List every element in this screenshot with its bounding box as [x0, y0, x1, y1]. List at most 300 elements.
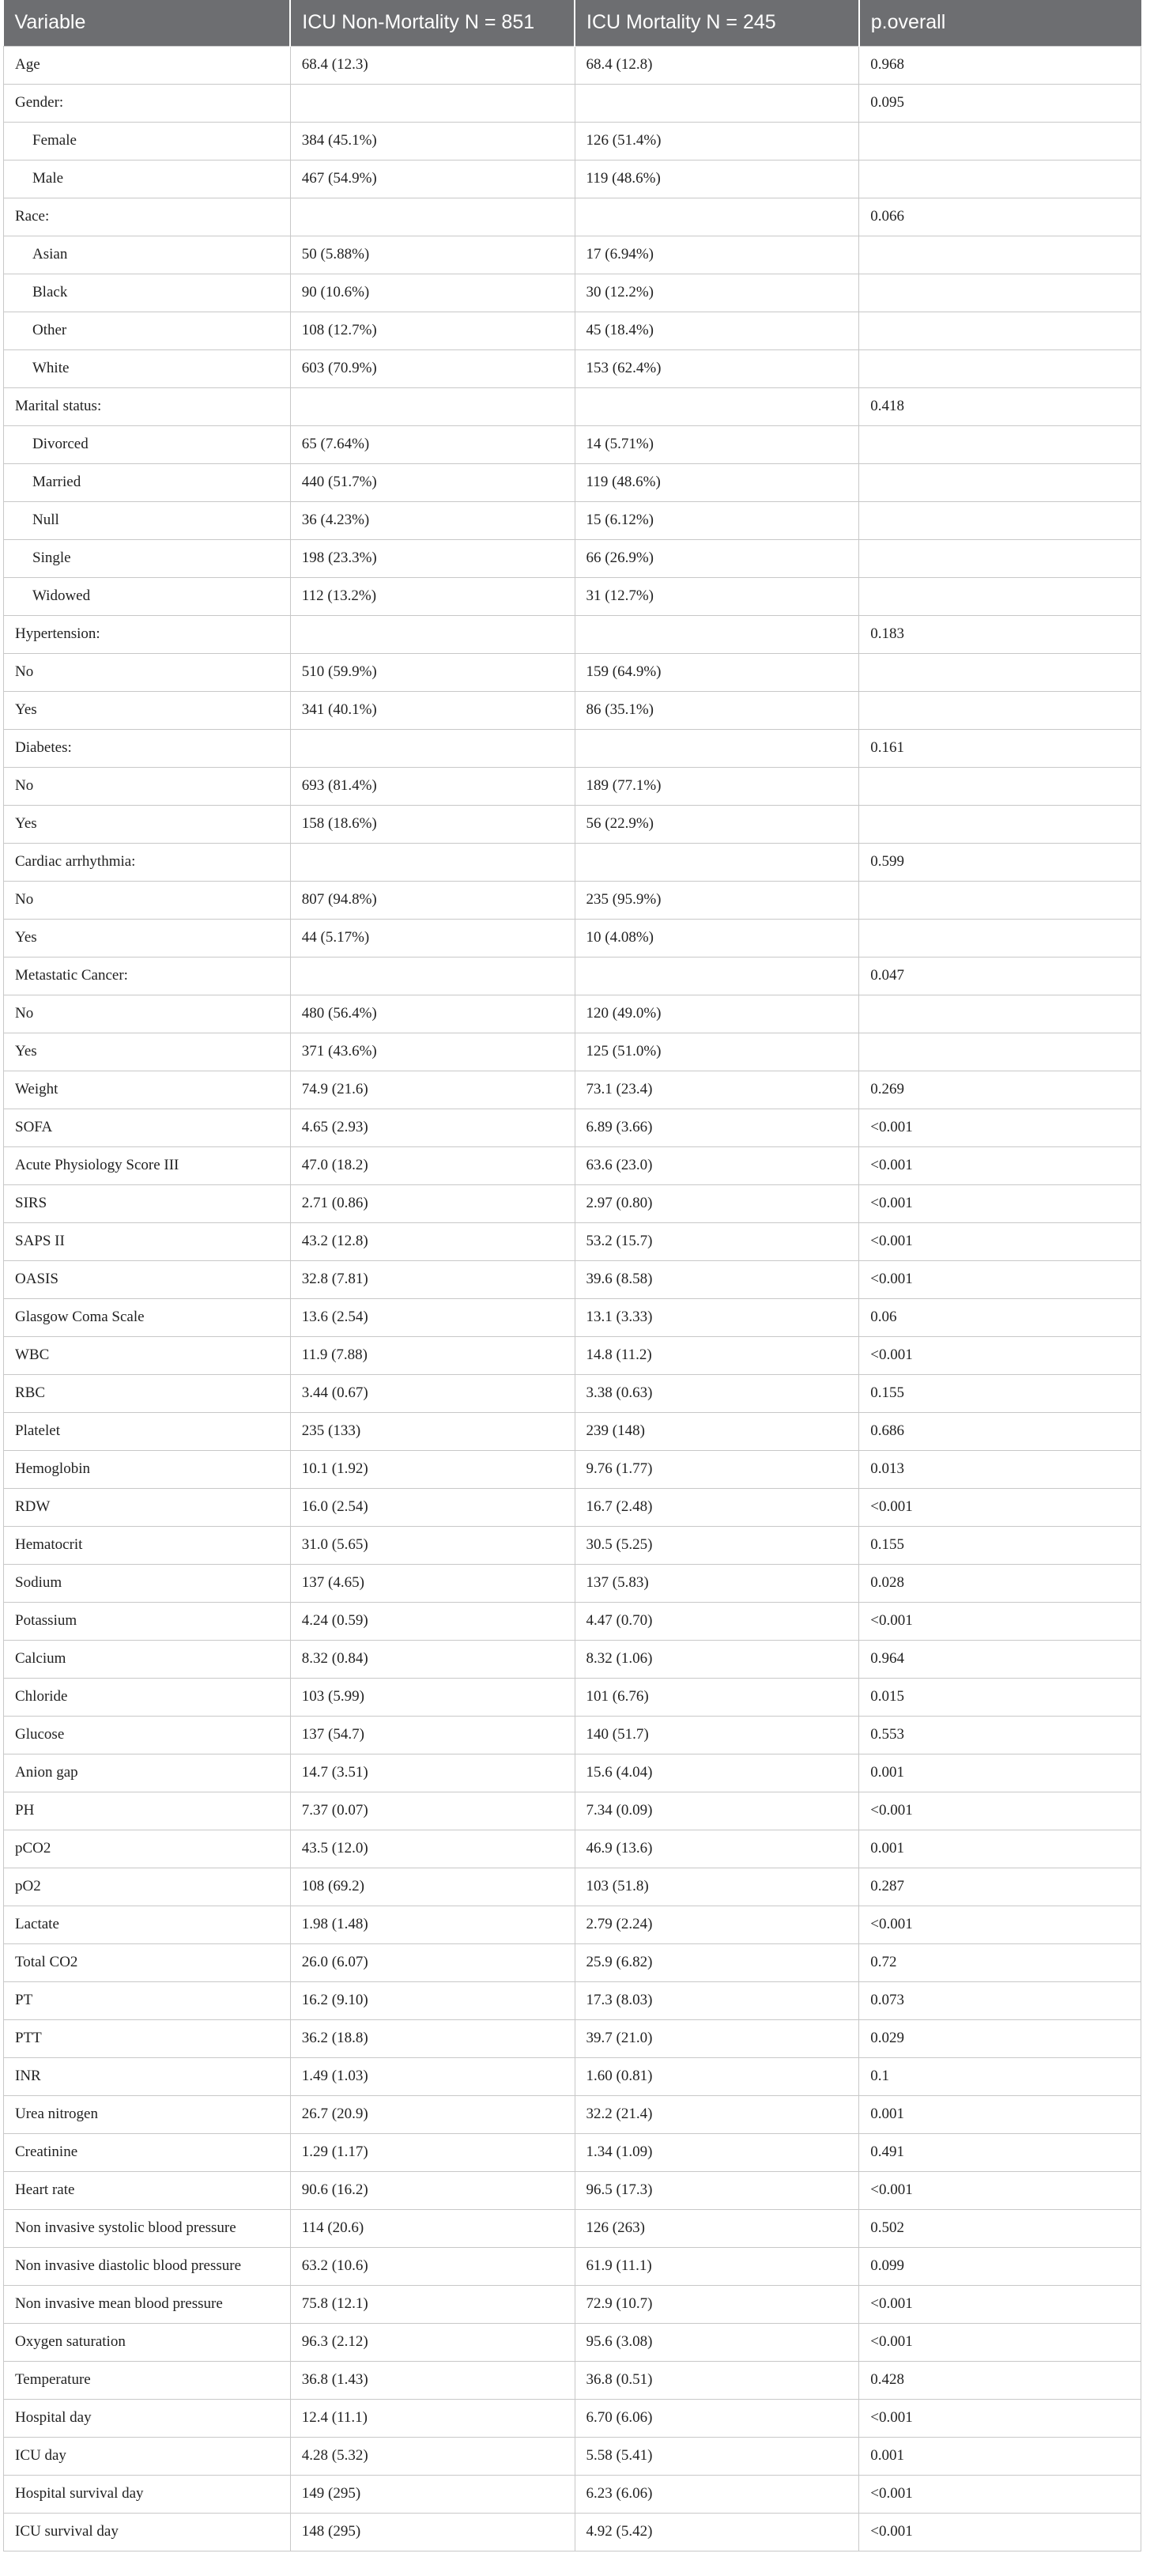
cell-icu-non-mortality: 1.29 (1.17): [290, 2133, 575, 2171]
cell-variable: No: [4, 767, 291, 805]
cell-icu-non-mortality: 4.28 (5.32): [290, 2437, 575, 2475]
cell-p-overall: 0.418: [859, 387, 1141, 425]
cell-p-overall: 0.047: [859, 957, 1141, 995]
cell-icu-non-mortality: 198 (23.3%): [290, 539, 575, 577]
cell-p-overall: 0.968: [859, 46, 1141, 84]
header-icu-mortality: ICU Mortality N = 245: [575, 0, 859, 46]
table-row: [4, 1146, 1141, 1184]
cell-variable: Null: [4, 501, 291, 539]
cell-variable: ICU day: [4, 2437, 291, 2475]
cell-p-overall: <0.001: [859, 2323, 1141, 2361]
table-row: [4, 881, 1141, 919]
cell-icu-non-mortality: 14.7 (3.51): [290, 1754, 575, 1792]
cell-icu-mortality: 39.6 (8.58): [575, 1260, 859, 1298]
table-row: [4, 1488, 1141, 1526]
table-row: [4, 1716, 1141, 1754]
table-row: [4, 1906, 1141, 1943]
cell-icu-mortality: 3.38 (0.63): [575, 1374, 859, 1412]
cell-p-overall: 0.013: [859, 1450, 1141, 1488]
cell-variable: Yes: [4, 805, 291, 843]
table-row: [4, 1868, 1141, 1906]
table-row: [4, 1336, 1141, 1374]
cell-variable: Male: [4, 160, 291, 198]
cell-variable: Hematocrit: [4, 1526, 291, 1564]
cell-variable: OASIS: [4, 1260, 291, 1298]
cell-p-overall: 0.001: [859, 2095, 1141, 2133]
cell-icu-non-mortality: 31.0 (5.65): [290, 1526, 575, 1564]
cell-p-overall: 0.095: [859, 84, 1141, 122]
cell-icu-non-mortality: 1.49 (1.03): [290, 2057, 575, 2095]
table-row: [4, 1830, 1141, 1868]
cell-p-overall: [859, 349, 1141, 387]
cell-variable: Total CO2: [4, 1943, 291, 1981]
cell-p-overall: 0.06: [859, 1298, 1141, 1336]
cell-icu-mortality: [575, 957, 859, 995]
cell-p-overall: 0.001: [859, 2437, 1141, 2475]
cell-p-overall: [859, 501, 1141, 539]
cell-icu-mortality: 10 (4.08%): [575, 919, 859, 957]
table-row: [4, 2209, 1141, 2247]
cell-p-overall: <0.001: [859, 1792, 1141, 1830]
cell-variable: SAPS II: [4, 1222, 291, 1260]
cell-p-overall: [859, 1033, 1141, 1071]
cell-icu-mortality: 36.8 (0.51): [575, 2361, 859, 2399]
cell-variable: Potassium: [4, 1602, 291, 1640]
cell-p-overall: 0.161: [859, 729, 1141, 767]
cell-icu-non-mortality: 90 (10.6%): [290, 274, 575, 312]
cell-p-overall: 0.269: [859, 1071, 1141, 1109]
cell-icu-mortality: 14.8 (11.2): [575, 1336, 859, 1374]
cell-icu-non-mortality: 149 (295): [290, 2475, 575, 2513]
cell-variable: Calcium: [4, 1640, 291, 1678]
cell-p-overall: <0.001: [859, 2171, 1141, 2209]
cell-icu-non-mortality: 75.8 (12.1): [290, 2285, 575, 2323]
cell-icu-non-mortality: 47.0 (18.2): [290, 1146, 575, 1184]
cell-icu-mortality: 16.7 (2.48): [575, 1488, 859, 1526]
table-row: [4, 2323, 1141, 2361]
cell-p-overall: [859, 160, 1141, 198]
cell-icu-non-mortality: 2.71 (0.86): [290, 1184, 575, 1222]
table-row: [4, 425, 1141, 463]
cell-icu-mortality: 119 (48.6%): [575, 463, 859, 501]
cell-p-overall: 0.001: [859, 1830, 1141, 1868]
table-row: [4, 387, 1141, 425]
cell-variable: PH: [4, 1792, 291, 1830]
cell-variable: Hypertension:: [4, 615, 291, 653]
cell-icu-mortality: 120 (49.0%): [575, 995, 859, 1033]
cell-icu-non-mortality: 371 (43.6%): [290, 1033, 575, 1071]
cell-icu-mortality: [575, 387, 859, 425]
cell-p-overall: [859, 805, 1141, 843]
cell-variable: Yes: [4, 1033, 291, 1071]
cell-variable: Non invasive systolic blood pressure: [4, 2209, 291, 2247]
cell-icu-mortality: [575, 843, 859, 881]
cell-icu-non-mortality: [290, 729, 575, 767]
cell-icu-non-mortality: 36.8 (1.43): [290, 2361, 575, 2399]
table-row: [4, 1033, 1141, 1071]
table-row: [4, 236, 1141, 274]
cell-icu-non-mortality: 50 (5.88%): [290, 236, 575, 274]
cell-p-overall: <0.001: [859, 1602, 1141, 1640]
cell-variable: White: [4, 349, 291, 387]
cell-icu-non-mortality: 510 (59.9%): [290, 653, 575, 691]
cell-variable: Glasgow Coma Scale: [4, 1298, 291, 1336]
cell-icu-non-mortality: 43.5 (12.0): [290, 1830, 575, 1868]
cell-icu-mortality: 6.70 (6.06): [575, 2399, 859, 2437]
cell-icu-non-mortality: 137 (54.7): [290, 1716, 575, 1754]
cell-variable: Yes: [4, 919, 291, 957]
cell-icu-mortality: 32.2 (21.4): [575, 2095, 859, 2133]
cell-icu-non-mortality: 103 (5.99): [290, 1678, 575, 1716]
cell-p-overall: 0.553: [859, 1716, 1141, 1754]
cell-p-overall: <0.001: [859, 1906, 1141, 1943]
cell-p-overall: <0.001: [859, 1184, 1141, 1222]
cell-p-overall: 0.028: [859, 1564, 1141, 1602]
cell-icu-non-mortality: 4.65 (2.93): [290, 1109, 575, 1146]
cell-variable: RDW: [4, 1488, 291, 1526]
cell-icu-mortality: 15.6 (4.04): [575, 1754, 859, 1792]
cell-icu-non-mortality: 603 (70.9%): [290, 349, 575, 387]
cell-icu-non-mortality: 68.4 (12.3): [290, 46, 575, 84]
cell-p-overall: [859, 122, 1141, 160]
cell-icu-non-mortality: 480 (56.4%): [290, 995, 575, 1033]
cell-p-overall: 0.491: [859, 2133, 1141, 2171]
cell-icu-mortality: 126 (263): [575, 2209, 859, 2247]
table-row: [4, 1754, 1141, 1792]
table-row: [4, 2399, 1141, 2437]
cell-icu-mortality: 68.4 (12.8): [575, 46, 859, 84]
cell-variable: pCO2: [4, 1830, 291, 1868]
cell-icu-mortality: 6.89 (3.66): [575, 1109, 859, 1146]
table-row: [4, 1792, 1141, 1830]
table-row: [4, 1184, 1141, 1222]
cell-icu-non-mortality: [290, 843, 575, 881]
cell-icu-mortality: 31 (12.7%): [575, 577, 859, 615]
table-row: [4, 1260, 1141, 1298]
table-row: [4, 1298, 1141, 1336]
cell-icu-non-mortality: 65 (7.64%): [290, 425, 575, 463]
cell-icu-non-mortality: 693 (81.4%): [290, 767, 575, 805]
cell-icu-non-mortality: 235 (133): [290, 1412, 575, 1450]
cell-variable: SIRS: [4, 1184, 291, 1222]
cell-icu-mortality: 56 (22.9%): [575, 805, 859, 843]
cell-icu-mortality: [575, 615, 859, 653]
cell-icu-non-mortality: [290, 84, 575, 122]
cell-icu-mortality: 103 (51.8): [575, 1868, 859, 1906]
cell-icu-non-mortality: [290, 615, 575, 653]
cell-icu-non-mortality: 7.37 (0.07): [290, 1792, 575, 1830]
cell-p-overall: [859, 881, 1141, 919]
cell-icu-non-mortality: 4.24 (0.59): [290, 1602, 575, 1640]
table-row: [4, 1222, 1141, 1260]
cell-icu-mortality: 119 (48.6%): [575, 160, 859, 198]
table-row: [4, 274, 1141, 312]
cell-variable: Non invasive diastolic blood pressure: [4, 2247, 291, 2285]
cell-p-overall: [859, 691, 1141, 729]
cell-icu-mortality: 189 (77.1%): [575, 767, 859, 805]
table-row: [4, 1640, 1141, 1678]
cell-icu-non-mortality: 16.2 (9.10): [290, 1981, 575, 2019]
cell-icu-mortality: 46.9 (13.6): [575, 1830, 859, 1868]
cell-p-overall: 0.964: [859, 1640, 1141, 1678]
cell-p-overall: [859, 539, 1141, 577]
cell-icu-mortality: 4.47 (0.70): [575, 1602, 859, 1640]
cell-icu-mortality: 4.92 (5.42): [575, 2513, 859, 2551]
cell-icu-mortality: 8.32 (1.06): [575, 1640, 859, 1678]
cell-p-overall: [859, 577, 1141, 615]
cell-variable: Widowed: [4, 577, 291, 615]
table-row: [4, 1374, 1141, 1412]
cell-icu-non-mortality: 148 (295): [290, 2513, 575, 2551]
cell-p-overall: [859, 236, 1141, 274]
cell-icu-mortality: 14 (5.71%): [575, 425, 859, 463]
cell-icu-non-mortality: [290, 957, 575, 995]
cell-variable: Creatinine: [4, 2133, 291, 2171]
cell-icu-mortality: 125 (51.0%): [575, 1033, 859, 1071]
table-row: [4, 312, 1141, 349]
cell-p-overall: [859, 274, 1141, 312]
cell-variable: WBC: [4, 1336, 291, 1374]
cell-variable: Cardiac arrhythmia:: [4, 843, 291, 881]
cell-p-overall: <0.001: [859, 2475, 1141, 2513]
cell-icu-non-mortality: 74.9 (21.6): [290, 1071, 575, 1109]
table-row: [4, 995, 1141, 1033]
cell-icu-mortality: 73.1 (23.4): [575, 1071, 859, 1109]
cell-variable: Metastatic Cancer:: [4, 957, 291, 995]
cell-p-overall: 0.015: [859, 1678, 1141, 1716]
table-header: [4, 0, 1141, 46]
cell-variable: Female: [4, 122, 291, 160]
cell-icu-non-mortality: 26.0 (6.07): [290, 1943, 575, 1981]
cell-icu-mortality: 15 (6.12%): [575, 501, 859, 539]
table-row: [4, 2133, 1141, 2171]
cell-icu-mortality: 61.9 (11.1): [575, 2247, 859, 2285]
table-row: [4, 1602, 1141, 1640]
cell-icu-non-mortality: 26.7 (20.9): [290, 2095, 575, 2133]
cell-p-overall: <0.001: [859, 1260, 1141, 1298]
cell-icu-mortality: 96.5 (17.3): [575, 2171, 859, 2209]
cell-variable: INR: [4, 2057, 291, 2095]
cell-variable: Weight: [4, 1071, 291, 1109]
cell-p-overall: <0.001: [859, 1222, 1141, 1260]
table-row: [4, 1678, 1141, 1716]
cell-variable: Sodium: [4, 1564, 291, 1602]
cell-variable: Acute Physiology Score III: [4, 1146, 291, 1184]
table-row: [4, 2437, 1141, 2475]
cell-p-overall: <0.001: [859, 1336, 1141, 1374]
cell-variable: Platelet: [4, 1412, 291, 1450]
cell-p-overall: 0.029: [859, 2019, 1141, 2057]
cell-variable: PT: [4, 1981, 291, 2019]
cell-p-overall: [859, 463, 1141, 501]
header-p-overall: p.overall: [859, 0, 1141, 46]
cell-icu-non-mortality: 137 (4.65): [290, 1564, 575, 1602]
table-row: [4, 729, 1141, 767]
cell-icu-mortality: 1.34 (1.09): [575, 2133, 859, 2171]
cell-icu-mortality: 30.5 (5.25): [575, 1526, 859, 1564]
cell-variable: Race:: [4, 198, 291, 236]
cell-icu-mortality: 45 (18.4%): [575, 312, 859, 349]
cell-variable: Marital status:: [4, 387, 291, 425]
cell-icu-mortality: [575, 84, 859, 122]
table-row: [4, 957, 1141, 995]
cell-variable: Divorced: [4, 425, 291, 463]
table-row: [4, 2475, 1141, 2513]
cell-icu-non-mortality: 63.2 (10.6): [290, 2247, 575, 2285]
table-row: [4, 2247, 1141, 2285]
cell-icu-mortality: 2.79 (2.24): [575, 1906, 859, 1943]
cell-icu-mortality: 95.6 (3.08): [575, 2323, 859, 2361]
cell-variable: Temperature: [4, 2361, 291, 2399]
table-row: [4, 2095, 1141, 2133]
cell-icu-non-mortality: 341 (40.1%): [290, 691, 575, 729]
cell-icu-non-mortality: 158 (18.6%): [290, 805, 575, 843]
table-row: [4, 577, 1141, 615]
cell-icu-non-mortality: 36 (4.23%): [290, 501, 575, 539]
cell-p-overall: [859, 312, 1141, 349]
table-row: [4, 1564, 1141, 1602]
table-row: [4, 1450, 1141, 1488]
table-row: [4, 501, 1141, 539]
cell-icu-mortality: 153 (62.4%): [575, 349, 859, 387]
cell-p-overall: [859, 425, 1141, 463]
cell-icu-non-mortality: 10.1 (1.92): [290, 1450, 575, 1488]
table-row: [4, 1981, 1141, 2019]
cell-icu-non-mortality: 16.0 (2.54): [290, 1488, 575, 1526]
table-row: [4, 1071, 1141, 1109]
cell-icu-mortality: 5.58 (5.41): [575, 2437, 859, 2475]
cell-variable: ICU survival day: [4, 2513, 291, 2551]
table-row: [4, 2019, 1141, 2057]
cell-icu-mortality: 6.23 (6.06): [575, 2475, 859, 2513]
cell-p-overall: 0.099: [859, 2247, 1141, 2285]
cell-variable: No: [4, 653, 291, 691]
cell-variable: Non invasive mean blood pressure: [4, 2285, 291, 2323]
cell-icu-mortality: 235 (95.9%): [575, 881, 859, 919]
cell-icu-non-mortality: 108 (69.2): [290, 1868, 575, 1906]
table-row: [4, 767, 1141, 805]
cell-p-overall: <0.001: [859, 2513, 1141, 2551]
cell-p-overall: 0.066: [859, 198, 1141, 236]
cell-icu-non-mortality: 8.32 (0.84): [290, 1640, 575, 1678]
cell-icu-mortality: 101 (6.76): [575, 1678, 859, 1716]
cell-variable: Lactate: [4, 1906, 291, 1943]
cell-p-overall: [859, 653, 1141, 691]
cell-variable: PTT: [4, 2019, 291, 2057]
cell-p-overall: 0.72: [859, 1943, 1141, 1981]
cell-variable: Hemoglobin: [4, 1450, 291, 1488]
table-row: [4, 84, 1141, 122]
cell-icu-mortality: 7.34 (0.09): [575, 1792, 859, 1830]
table-row: [4, 691, 1141, 729]
cell-variable: No: [4, 995, 291, 1033]
cell-icu-non-mortality: [290, 198, 575, 236]
cell-variable: No: [4, 881, 291, 919]
cell-p-overall: <0.001: [859, 1109, 1141, 1146]
cell-icu-mortality: [575, 729, 859, 767]
header-row: [4, 0, 1141, 46]
cell-icu-non-mortality: 43.2 (12.8): [290, 1222, 575, 1260]
cell-p-overall: 0.1: [859, 2057, 1141, 2095]
cell-icu-mortality: 126 (51.4%): [575, 122, 859, 160]
cell-p-overall: 0.073: [859, 1981, 1141, 2019]
table-row: [4, 1412, 1141, 1450]
table-row: [4, 2057, 1141, 2095]
cell-variable: Black: [4, 274, 291, 312]
table-row: [4, 160, 1141, 198]
cell-icu-non-mortality: [290, 387, 575, 425]
cell-variable: Diabetes:: [4, 729, 291, 767]
cell-variable: Age: [4, 46, 291, 84]
table-row: [4, 843, 1141, 881]
cell-icu-mortality: 137 (5.83): [575, 1564, 859, 1602]
cell-p-overall: 0.183: [859, 615, 1141, 653]
table-row: [4, 1943, 1141, 1981]
cell-p-overall: [859, 919, 1141, 957]
table-row: [4, 2171, 1141, 2209]
cell-icu-non-mortality: 90.6 (16.2): [290, 2171, 575, 2209]
cell-icu-mortality: 86 (35.1%): [575, 691, 859, 729]
cell-variable: Hospital day: [4, 2399, 291, 2437]
cell-p-overall: 0.287: [859, 1868, 1141, 1906]
cell-p-overall: 0.155: [859, 1374, 1141, 1412]
cell-p-overall: [859, 767, 1141, 805]
cell-icu-non-mortality: 807 (94.8%): [290, 881, 575, 919]
cell-icu-mortality: 159 (64.9%): [575, 653, 859, 691]
cell-variable: RBC: [4, 1374, 291, 1412]
cell-icu-mortality: 63.6 (23.0): [575, 1146, 859, 1184]
cell-icu-mortality: 239 (148): [575, 1412, 859, 1450]
cell-icu-non-mortality: 36.2 (18.8): [290, 2019, 575, 2057]
cell-p-overall: [859, 995, 1141, 1033]
cell-icu-mortality: 17.3 (8.03): [575, 1981, 859, 2019]
header-variable: Variable: [4, 0, 291, 46]
cell-variable: Urea nitrogen: [4, 2095, 291, 2133]
cell-variable: Asian: [4, 236, 291, 274]
cell-icu-mortality: 2.97 (0.80): [575, 1184, 859, 1222]
cell-variable: Married: [4, 463, 291, 501]
cell-icu-mortality: 13.1 (3.33): [575, 1298, 859, 1336]
cell-icu-non-mortality: 108 (12.7%): [290, 312, 575, 349]
table-row: [4, 805, 1141, 843]
table-row: [4, 463, 1141, 501]
table-row: [4, 2285, 1141, 2323]
cell-icu-non-mortality: 112 (13.2%): [290, 577, 575, 615]
cell-variable: Single: [4, 539, 291, 577]
cell-variable: Hospital survival day: [4, 2475, 291, 2513]
cell-icu-mortality: 9.76 (1.77): [575, 1450, 859, 1488]
cell-icu-non-mortality: 32.8 (7.81): [290, 1260, 575, 1298]
cell-icu-mortality: 17 (6.94%): [575, 236, 859, 274]
cell-icu-mortality: 140 (51.7): [575, 1716, 859, 1754]
table-body: [4, 46, 1141, 2551]
cell-p-overall: 0.502: [859, 2209, 1141, 2247]
cell-p-overall: 0.686: [859, 1412, 1141, 1450]
table-row: [4, 919, 1141, 957]
cell-icu-non-mortality: 96.3 (2.12): [290, 2323, 575, 2361]
cell-icu-non-mortality: 3.44 (0.67): [290, 1374, 575, 1412]
cell-icu-non-mortality: 44 (5.17%): [290, 919, 575, 957]
table-row: [4, 122, 1141, 160]
table-row: [4, 615, 1141, 653]
table-row: [4, 2513, 1141, 2551]
cell-variable: Oxygen saturation: [4, 2323, 291, 2361]
cell-variable: Other: [4, 312, 291, 349]
cell-variable: Anion gap: [4, 1754, 291, 1792]
cell-variable: Gender:: [4, 84, 291, 122]
table-row: [4, 198, 1141, 236]
cell-icu-mortality: 25.9 (6.82): [575, 1943, 859, 1981]
